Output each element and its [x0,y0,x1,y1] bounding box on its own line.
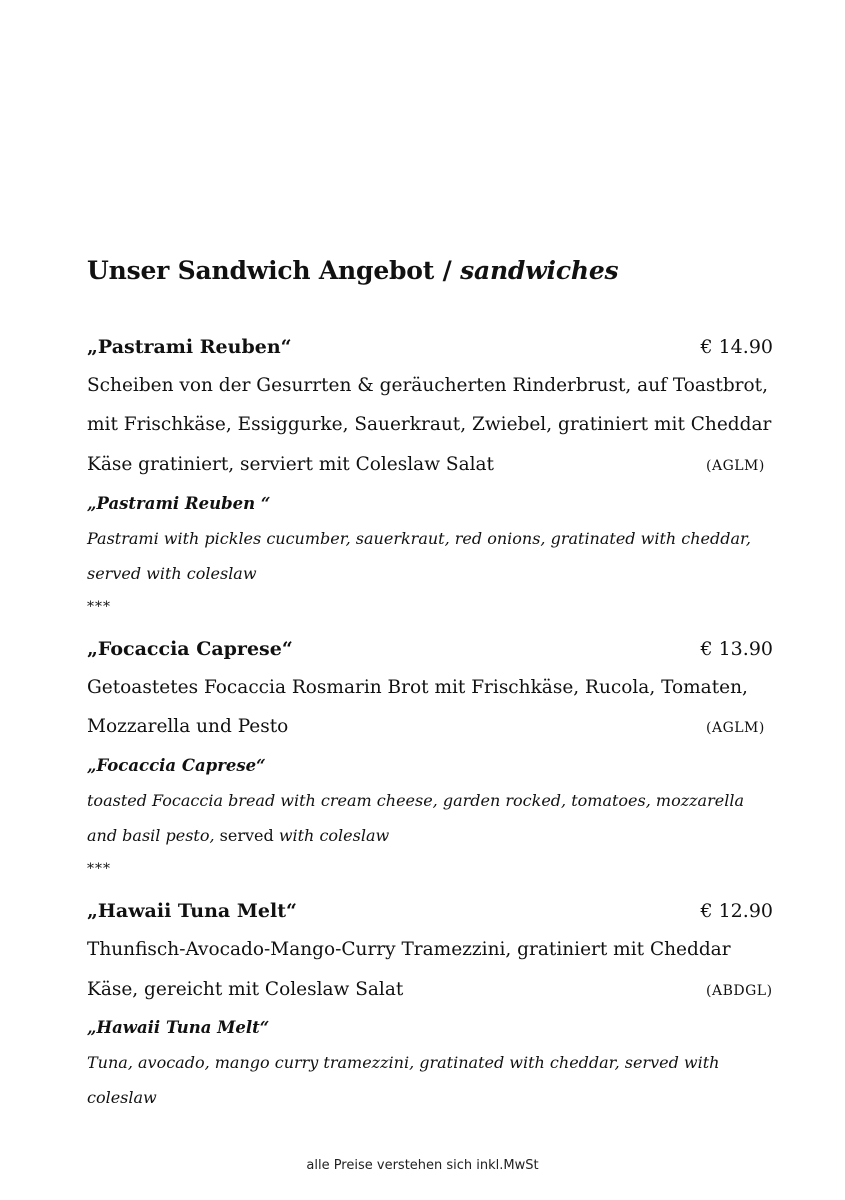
item-title-en: „Focaccia Caprese“ [87,756,266,775]
item-separator: *** [87,861,111,877]
item-description-en-line [87,826,389,845]
item-description-line: Scheiben von der Gesurrten & geräucherten Rinderbrust, auf Toastbrot, [87,375,768,396]
price-note: alle Preise verstehen sich inkl.MwSt [306,1158,539,1173]
item-description-line: Thunfisch-Avocado-Mango-Curry Tramezzini, gratiniert mit Cheddar [87,939,731,960]
item-description-en-line: Pastrami with pickles cucumber, sauerkraut, red onions, gratinated with cheddar, [87,529,751,548]
item-description-line: mit Frischkäse, Essiggurke, Sauerkraut, Zwiebel, gratiniert mit Cheddar [87,414,772,435]
item-description-line: Käse gratiniert, serviert mit Coleslaw Salat [87,454,494,475]
item-allergens: (AGLM) [706,458,765,474]
item-allergens: (AGLM) [706,720,765,736]
item-description-en-upright: served [214,826,279,845]
item-description-en-line: toasted Focaccia bread with cream cheese, garden rocked, tomatoes, mozzarella [87,791,744,810]
item-title-hawaii-tuna-melt: „Hawaii Tuna Melt“ [87,900,297,922]
menu-page [87,0,777,1200]
item-title-focaccia-caprese: „Focaccia Caprese“ [87,638,293,660]
page-title [87,256,618,285]
item-description-en-line: served with coleslaw [87,564,257,583]
item-title-en: „Hawaii Tuna Melt“ [87,1018,270,1037]
item-description-en-italic: with coleslaw [278,826,390,845]
item-price-focaccia-caprese: € 13.90 [700,638,773,660]
item-allergens: (ABDGL) [706,983,773,999]
item-description-en-line: coleslaw [87,1088,157,1107]
item-description-en-line: Tuna, avocado, mango curry tramezzini, gratinated with cheddar, served with [87,1053,720,1072]
item-description-en-text: and basil pesto, [87,826,215,845]
item-title-pastrami-reuben: „Pastrami Reuben“ [87,336,292,358]
item-description-line: Getoastetes Focaccia Rosmarin Brot mit Frischkäse, Rucola, Tomaten, [87,677,748,698]
item-separator: *** [87,599,111,615]
item-price-hawaii-tuna-melt: € 12.90 [700,900,773,922]
page-title-de: Unser Sandwich Angebot / [87,256,452,285]
item-price-pastrami-reuben: € 14.90 [700,336,773,358]
page-title-en: sandwiches [460,256,619,285]
item-title-en: „Pastrami Reuben “ [87,494,271,513]
item-description-line: Mozzarella und Pesto [87,716,289,737]
item-description-line: Käse, gereicht mit Coleslaw Salat [87,979,404,1000]
